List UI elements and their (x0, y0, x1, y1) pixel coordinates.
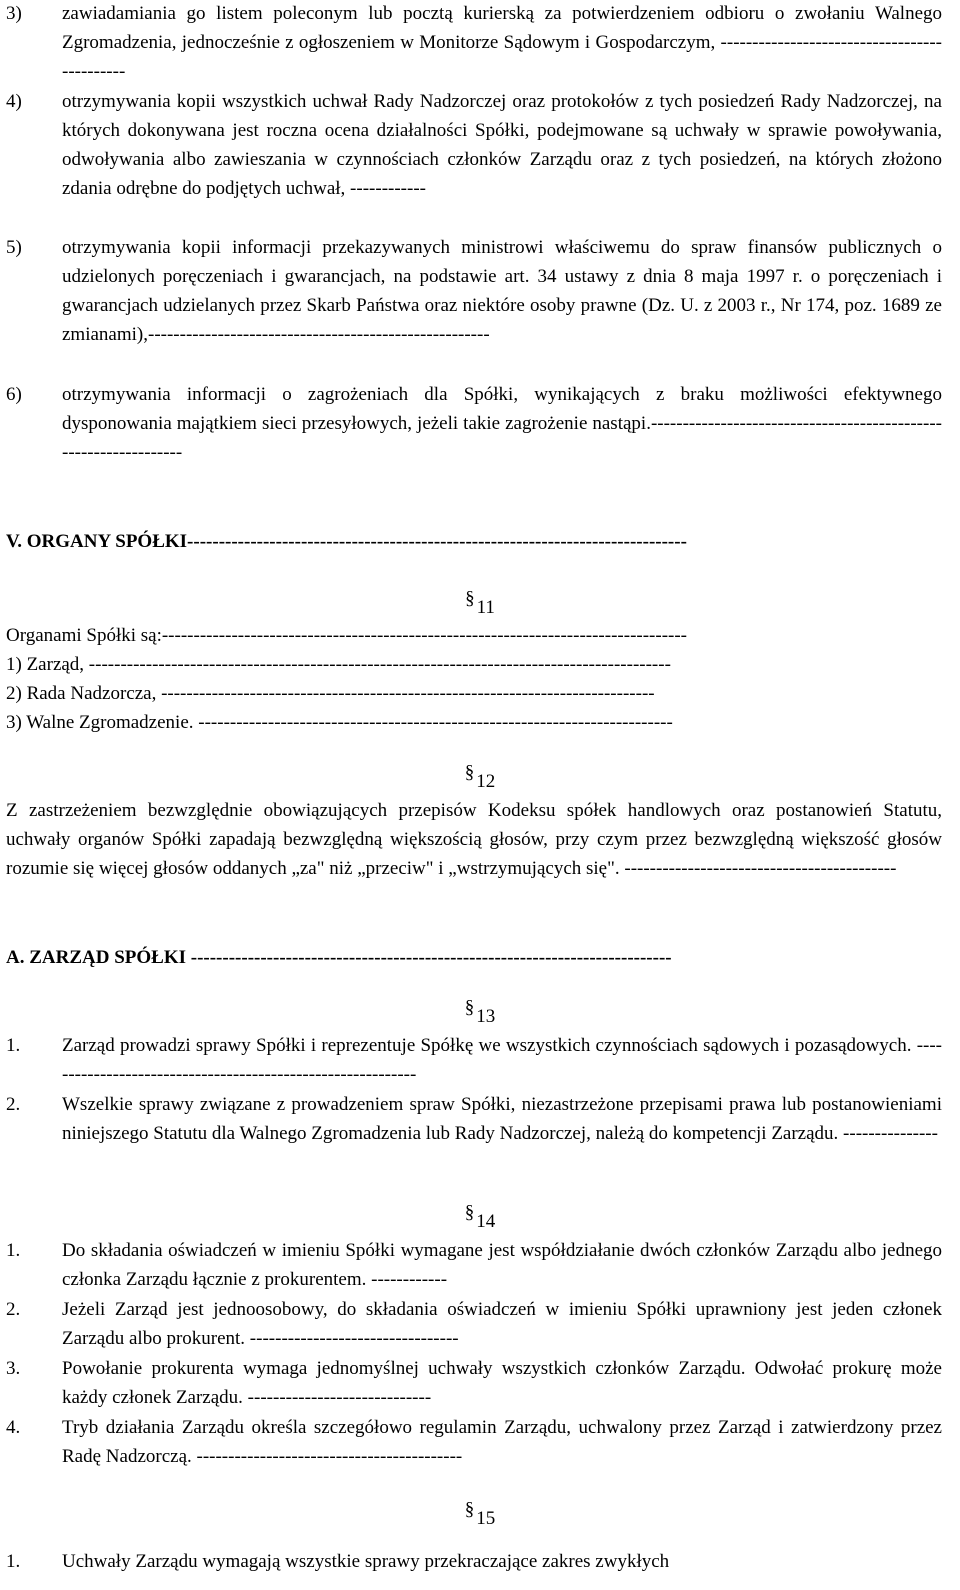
paragraph-number (0, 762, 960, 797)
item-number: 1. (6, 1035, 21, 1056)
list-item: 2) Rada Nadzorcza, ------------------------------------------------------------------------------ (6, 683, 655, 704)
item-number: 2. (6, 1299, 21, 1320)
item-text: Uchwały Zarządu wymagają wszystkie sprawy przekraczające zakres zwykłych (62, 1551, 670, 1572)
item-number: 4) (6, 91, 22, 112)
item-text: otrzymywania kopii informacji przekazywanych ministrowi właściwemu do spraw finansów publicznych o udzielonych poręczeniach i gwarancjach, na podstawie art. 34 ustawy z dnia 8 maja 1997 r. o poręczeniach i gwarancjach udzielanych przez Skarb Państwa oraz niektóre osoby prawne (Dz. U. z 2003 r., Nr 174, poz. 1689 ze zmianami),------------------------------------------------------ (62, 237, 942, 345)
item-number: 1. (6, 1240, 21, 1261)
paragraph-number (0, 1499, 960, 1534)
subsection-heading: A. ZARZĄD SPÓŁKI ---------------------------------------------------------------------------- (6, 947, 672, 968)
paragraph-number (0, 1202, 960, 1237)
paragraph-number-value: 11 (476, 597, 495, 618)
paragraph-number-value: 14 (476, 1211, 496, 1232)
item-number: 2. (6, 1094, 21, 1115)
paragraph-number-value: 15 (476, 1508, 496, 1529)
item-text: zawiadamiania go listem poleconym lub pocztą kurierską za potwierdzeniem odbioru o zwołaniu Walnego Zgromadzenia, jednocześnie z ogłoszeniem w Monitorze Sądowym i Gospodarczym, --------------------------------------------- (62, 3, 942, 82)
item-number: 5) (6, 237, 22, 258)
paragraph-intro: Organami Spółki są:----------------------------------------------------------------------------------- (6, 625, 688, 646)
item-number: 4. (6, 1417, 21, 1438)
section-sign: § (464, 997, 475, 1018)
section-heading: V. ORGANY SPÓŁKI------------------------------------------------------------------------------- (6, 531, 687, 552)
item-text: Wszelkie sprawy związane z prowadzeniem spraw Spółki, niezastrzeżone przepisami prawa lub postanowieniami niniejszego Statutu dla Walnego Zgromadzenia lub Rady Nadzorczej, należą do kompetencji Zarządu. --------------- (62, 1094, 942, 1144)
item-text: otrzymywania informacji o zagrożeniach dla Spółki, wynikających z braku możliwości efektywnego dysponowania majątkiem sieci przesyłowych, jeżeli takie zagrożenie nastąpi.----------------------------------------------------------------- (62, 384, 942, 463)
item-text: Tryb działania Zarządu określa szczegółowo regulamin Zarządu, uchwalony przez Zarząd i zatwierdzony przez Radę Nadzorczą. ------------------------------------------ (62, 1417, 942, 1467)
list-item: 3) Walne Zgromadzenie. --------------------------------------------------------------------------- (6, 712, 673, 733)
paragraph-number (0, 997, 960, 1032)
item-number: 3. (6, 1358, 21, 1379)
section-sign: § (464, 762, 475, 783)
section-sign: § (465, 588, 475, 609)
section-sign: § (464, 1202, 475, 1223)
item-number: 6) (6, 384, 22, 405)
item-text: Zarząd prowadzi sprawy Spółki i reprezentuje Spółkę we wszystkich czynnościach sądowych i pozasądowych. ------------------------------------------------------------ (62, 1035, 942, 1085)
item-text: otrzymywania kopii wszystkich uchwał Rady Nadzorczej oraz protokołów z tych posiedzeń Rady Nadzorczej, na których dokonywana jest roczna ocena działalności Spółki, podejmowane są uchwały w sprawie powoływania, odwoływania albo zawieszania w czynnościach członków Zarządu oraz z tych posiedzeń, na których złożono zdania odrębne do podjętych uchwał, ------------ (62, 91, 942, 199)
item-number: 1. (6, 1551, 21, 1572)
paragraph-number (0, 588, 960, 623)
section-sign: § (464, 1499, 475, 1520)
paragraph-number-value: 13 (476, 1006, 496, 1027)
item-text: Do składania oświadczeń w imieniu Spółki wymagane jest współdziałanie dwóch członków Zarządu albo jednego członka Zarządu łącznie z prokurentem. ------------ (62, 1240, 942, 1290)
paragraph-text: Z zastrzeżeniem bezwzględnie obowiązujących przepisów Kodeksu spółek handlowych oraz postanowień Statutu, uchwały organów Spółki zapadają bezwzględną większością głosów, przy czym przez bezwzględną większość głosów rozumie się więcej głosów oddanych „za" niż „przeciw" i „wstrzymujących się". ------------------------------------------- (6, 800, 942, 879)
paragraph-number-value: 12 (476, 771, 496, 792)
item-number: 3) (6, 3, 22, 24)
item-text: Powołanie prokurenta wymaga jednomyślnej uchwały wszystkich członków Zarządu. Odwołać prokurę może każdy członek Zarządu. ----------------------------- (62, 1358, 942, 1408)
item-text: Jeżeli Zarząd jest jednoosobowy, do składania oświadczeń w imieniu Spółki uprawniony jest jeden członek Zarządu albo prokurent. --------------------------------- (62, 1299, 942, 1349)
list-item: 1) Zarząd, -------------------------------------------------------------------------------------------- (6, 654, 671, 675)
